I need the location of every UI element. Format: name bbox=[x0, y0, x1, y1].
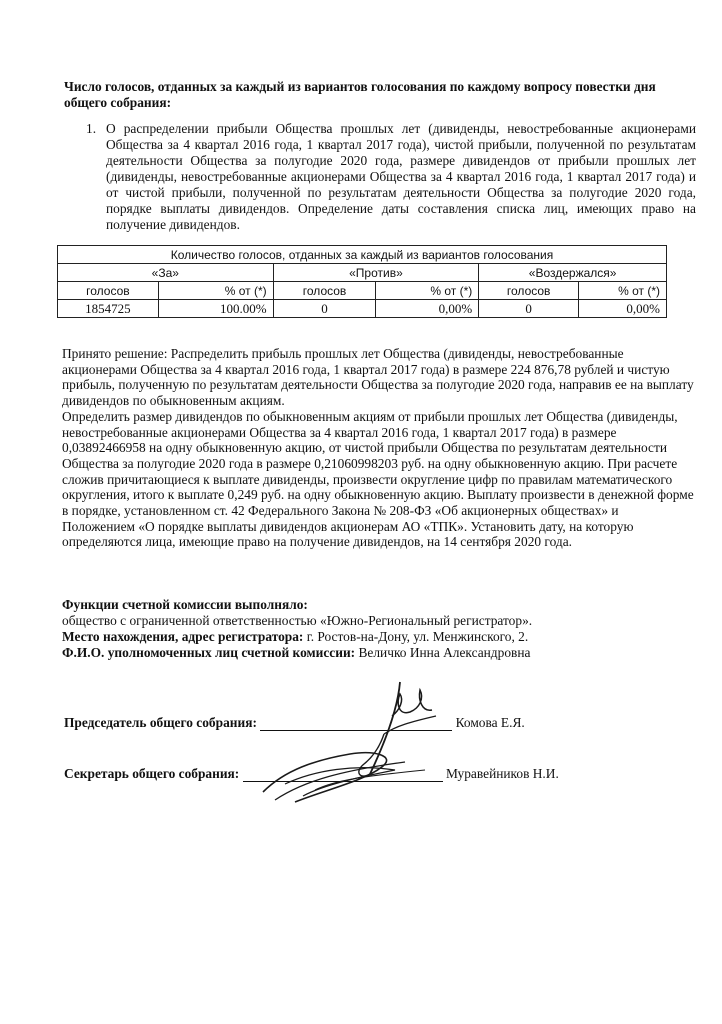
option-against: «Против» bbox=[273, 264, 479, 282]
chairman-signature-line bbox=[64, 715, 525, 731]
commission-persons-value: Величко Инна Александровна bbox=[355, 645, 531, 660]
percent-for-value: 100.00% bbox=[158, 300, 273, 318]
col-percent-abstain: % от (*) bbox=[579, 282, 667, 300]
votes-section-heading: Число голосов, отданных за каждый из вариантов голосования по каждому вопросу повестки дня общего собрания: bbox=[64, 79, 656, 110]
votes-abstain-value: 0 bbox=[479, 300, 579, 318]
col-votes-abstain: голосов bbox=[479, 282, 579, 300]
option-abstain: «Воздержался» bbox=[479, 264, 667, 282]
percent-against-value: 0,00% bbox=[376, 300, 479, 318]
secretary-name: Муравейников Н.И. bbox=[445, 766, 559, 781]
votes-against-value: 0 bbox=[273, 300, 376, 318]
percent-abstain-value: 0,00% bbox=[579, 300, 667, 318]
col-votes-for: голосов bbox=[58, 282, 159, 300]
votes-table-title: Количество голосов, отданных за каждый из вариантов голосования bbox=[58, 246, 667, 264]
chairman-name: Комова Е.Я. bbox=[455, 715, 525, 730]
col-votes-against: голосов bbox=[273, 282, 376, 300]
votes-for-value: 1854725 bbox=[58, 300, 159, 318]
registrar-location bbox=[62, 629, 694, 645]
decision-text: Принято решение: Распределить прибыль прошлых лет Общества (дивиденды, невостребованные акционерами Общества за 4 квартал 2016 года, 1 квартал 2017 года) в размере 224 876,78 рублей и чистую прибыль, полученную по результатам деятельности Общества за полугодие 2020 года, направив ее на выплату дивидендов по обыкновенным акциям. Определить размер дивидендов по обыкновенным акциям от прибыли прошлых лет Общества (дивиденды, невостребованные акционерами Общества за 4 квартал 2016 года, 1 квартал 2017 года) в размере 0,03892466958 на одну обыкновенную акцию, от чистой прибыли Общества по результатам деятельности Общества за полугодие 2020 года в размере 0,21060998203 руб. на одну обыкновенную акцию. При расчете сложив причитающиеся к выплате дивиденды, произвести округление цифр по правилам математического округления, итого к выплате 0,249 руб. на одну обыкновенную акцию. Выплату произвести в денежной форме в порядке, установленном ст. 42 Федерального Закона № 208-ФЗ «Об акционерных обществах» и Положением «О порядке выплаты дивидендов акционерам АО «ТПК». Установить дату, на которую определяются лица, имеющие право на получение дивидендов, на 14 сентября 2020 года. bbox=[62, 346, 694, 550]
votes-table bbox=[57, 245, 667, 318]
col-percent-for: % от (*) bbox=[158, 282, 273, 300]
option-for: «За» bbox=[58, 264, 274, 282]
registrar-location-value: г. Ростов-на-Дону, ул. Менжинского, 2. bbox=[303, 629, 529, 644]
secretary-label: Секретарь общего собрания: bbox=[64, 766, 240, 781]
secretary-handwritten-signature bbox=[255, 740, 445, 810]
chairman-label: Председатель общего собрания: bbox=[64, 715, 257, 730]
agenda-item bbox=[86, 121, 696, 233]
agenda-item-number: 1. bbox=[86, 121, 97, 136]
counting-commission-block bbox=[62, 597, 694, 661]
registrar-location-label: Место нахождения, адрес регистратора: bbox=[62, 629, 304, 644]
commission-persons-label: Ф.И.О. уполномоченных лиц счетной комиссии: bbox=[62, 645, 356, 660]
commission-persons bbox=[62, 645, 694, 661]
col-percent-against: % от (*) bbox=[376, 282, 479, 300]
commission-title: Функции счетной комиссии выполняло: bbox=[62, 597, 308, 612]
commission-org: общество с ограниченной ответственностью «Южно-Региональный регистратор». bbox=[62, 613, 533, 628]
agenda-item-text: О распределении прибыли Общества прошлых лет (дивиденды, невостребованные акционерами Общества за 4 квартал 2016 года, 1 квартал 2017 года), чистой прибыли, полученной по результатам деятельности Общества за полугодие 2020 года, размере дивидендов от прибыли прошлых лет (дивиденды, невостребованные акционерами Общества за 4 квартал 2016 года, 1 квартал 2017 года) и от чистой прибыли, полученной по результатам деятельности Общества за полугодие 2020 года, порядке выплаты дивидендов. Определение даты составления списка лиц, имеющих право на получение дивидендов. bbox=[106, 121, 696, 232]
